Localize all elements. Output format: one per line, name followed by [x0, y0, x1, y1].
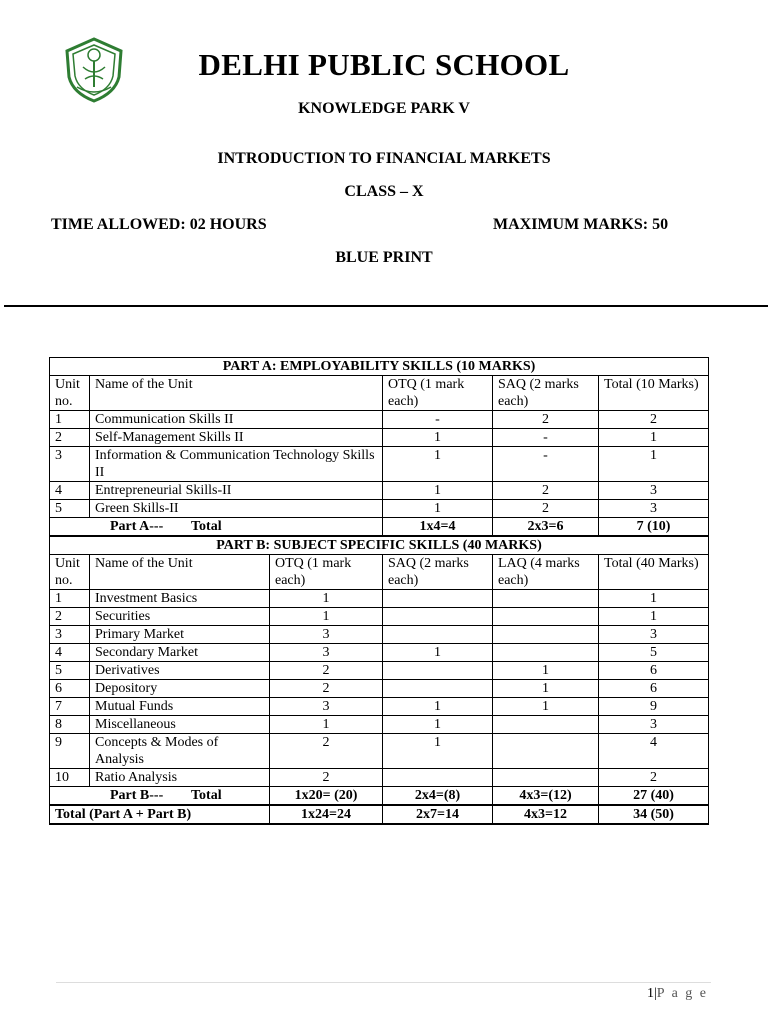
unit-number: 2 — [50, 429, 90, 447]
otq-value: 2 — [270, 769, 383, 787]
total-value: 3 — [599, 500, 709, 518]
laq-value — [493, 608, 599, 626]
col-header-otq: OTQ (1 mark each) — [383, 376, 493, 411]
part-a-heading-row — [50, 358, 709, 376]
school-name: DELHI PUBLIC SCHOOL — [198, 47, 570, 82]
maximum-marks: MAXIMUM MARKS: 50 — [493, 216, 669, 233]
table-row — [50, 608, 709, 626]
total-value: 3 — [599, 482, 709, 500]
saq-value — [383, 590, 493, 608]
blueprint-table — [49, 357, 709, 825]
total-value: 2 — [599, 411, 709, 429]
col-header-otq: OTQ (1 mark each) — [270, 555, 383, 590]
unit-number: 4 — [50, 482, 90, 500]
part-a-header-row — [50, 376, 709, 411]
laq-value: 1 — [493, 662, 599, 680]
total-value: 1 — [599, 429, 709, 447]
saq-value — [383, 769, 493, 787]
unit-number: 7 — [50, 698, 90, 716]
unit-number: 10 — [50, 769, 90, 787]
unit-number: 6 — [50, 680, 90, 698]
otq-value: 1 — [270, 716, 383, 734]
table-row — [50, 429, 709, 447]
table-row — [50, 411, 709, 429]
unit-number: 5 — [50, 500, 90, 518]
total-value: 5 — [599, 644, 709, 662]
saq-value — [383, 626, 493, 644]
unit-name: Green Skills-II — [90, 500, 383, 518]
laq-value — [493, 644, 599, 662]
document-type: BLUE PRINT — [335, 249, 433, 266]
unit-name: Ratio Analysis — [90, 769, 270, 787]
branch-name: KNOWLEDGE PARK V — [298, 100, 470, 117]
table-row — [50, 500, 709, 518]
total-value: 1 — [599, 590, 709, 608]
unit-name: Secondary Market — [90, 644, 270, 662]
unit-number: 1 — [50, 590, 90, 608]
saq-value — [383, 662, 493, 680]
total-value: 1 — [599, 608, 709, 626]
unit-name: Primary Market — [90, 626, 270, 644]
otq-value: - — [383, 411, 493, 429]
unit-name: Investment Basics — [90, 590, 270, 608]
laq-value — [493, 716, 599, 734]
page-number: 1 — [646, 986, 654, 1001]
page-word: P a g e — [656, 986, 708, 1001]
table-row — [50, 590, 709, 608]
saq-value: 2 — [493, 411, 599, 429]
unit-name: Miscellaneous — [90, 716, 270, 734]
part-b-total-row — [50, 787, 709, 806]
grand-total-saq: 2x7=14 — [383, 805, 493, 824]
laq-value — [493, 590, 599, 608]
table-row — [50, 716, 709, 734]
unit-number: 9 — [50, 734, 90, 769]
saq-value: 1 — [383, 644, 493, 662]
saq-value — [383, 608, 493, 626]
part-a-total-total: 7 (10) — [599, 518, 709, 537]
otq-value: 2 — [270, 680, 383, 698]
footer-divider — [56, 982, 711, 983]
saq-value: 1 — [383, 734, 493, 769]
part-a-total-otq: 1x4=4 — [383, 518, 493, 537]
unit-name: Concepts & Modes of Analysis — [90, 734, 270, 769]
laq-value: 1 — [493, 680, 599, 698]
table-row — [50, 698, 709, 716]
saq-value: 2 — [493, 482, 599, 500]
unit-number: 1 — [50, 411, 90, 429]
table-row — [50, 482, 709, 500]
table-row — [50, 734, 709, 769]
table-row — [50, 680, 709, 698]
table-row — [50, 644, 709, 662]
part-b-total-otq: 1x20= (20) — [270, 787, 383, 806]
total-value: 1 — [599, 447, 709, 482]
saq-value: 2 — [493, 500, 599, 518]
unit-number: 3 — [50, 626, 90, 644]
otq-value: 2 — [270, 734, 383, 769]
unit-number: 5 — [50, 662, 90, 680]
otq-value: 1 — [383, 500, 493, 518]
total-value: 3 — [599, 716, 709, 734]
part-b-heading: PART B: SUBJECT SPECIFIC SKILLS (40 MARKS) — [50, 536, 709, 555]
laq-value: 1 — [493, 698, 599, 716]
unit-number: 2 — [50, 608, 90, 626]
otq-value: 1 — [383, 429, 493, 447]
grand-total-otq: 1x24=24 — [270, 805, 383, 824]
table-row — [50, 626, 709, 644]
unit-name: Derivatives — [90, 662, 270, 680]
otq-value: 3 — [270, 644, 383, 662]
grand-total-label: Total (Part A + Part B) — [50, 805, 270, 824]
part-a-total-label: Part A--- Total — [50, 518, 383, 537]
part-b-header-row — [50, 555, 709, 590]
col-header-laq: LAQ (4 marks each) — [493, 555, 599, 590]
col-header-total: Total (40 Marks) — [599, 555, 709, 590]
otq-value: 3 — [270, 626, 383, 644]
col-header-unit: Unit no. — [50, 376, 90, 411]
part-b-total-label: Part B--- Total — [50, 787, 270, 806]
saq-value — [383, 680, 493, 698]
saq-value: 1 — [383, 716, 493, 734]
unit-number: 4 — [50, 644, 90, 662]
col-header-saq: SAQ (2 marks each) — [383, 555, 493, 590]
subject-title: INTRODUCTION TO FINANCIAL MARKETS — [217, 150, 551, 167]
col-header-saq: SAQ (2 marks each) — [493, 376, 599, 411]
unit-number: 8 — [50, 716, 90, 734]
laq-value — [493, 626, 599, 644]
header-divider — [4, 305, 768, 307]
page-separator: | — [653, 986, 657, 1001]
otq-value: 3 — [270, 698, 383, 716]
unit-name: Self-Management Skills II — [90, 429, 383, 447]
otq-value: 2 — [270, 662, 383, 680]
saq-value: 1 — [383, 698, 493, 716]
class-label: CLASS – X — [344, 183, 424, 200]
total-value: 6 — [599, 680, 709, 698]
part-a-heading: PART A: EMPLOYABILITY SKILLS (10 MARKS) — [50, 358, 709, 376]
grand-total-laq: 4x3=12 — [493, 805, 599, 824]
unit-name: Depository — [90, 680, 270, 698]
unit-name: Information & Communication Technology Skills II — [90, 447, 383, 482]
laq-value — [493, 734, 599, 769]
part-b-total-total: 27 (40) — [599, 787, 709, 806]
part-a-total-row — [50, 518, 709, 537]
part-b-total-saq: 2x4=(8) — [383, 787, 493, 806]
total-value: 2 — [599, 769, 709, 787]
table-row — [50, 662, 709, 680]
part-b-total-laq: 4x3=(12) — [493, 787, 599, 806]
saq-value: - — [493, 447, 599, 482]
col-header-unit: Unit no. — [50, 555, 90, 590]
unit-number: 3 — [50, 447, 90, 482]
table-row — [50, 447, 709, 482]
saq-value: - — [493, 429, 599, 447]
table-row — [50, 769, 709, 787]
total-value: 4 — [599, 734, 709, 769]
otq-value: 1 — [270, 590, 383, 608]
unit-name: Communication Skills II — [90, 411, 383, 429]
col-header-total: Total (10 Marks) — [599, 376, 709, 411]
part-a-total-saq: 2x3=6 — [493, 518, 599, 537]
part-b-heading-row — [50, 536, 709, 555]
unit-name: Entrepreneurial Skills-II — [90, 482, 383, 500]
total-value: 3 — [599, 626, 709, 644]
unit-name: Securities — [90, 608, 270, 626]
page-footer — [647, 986, 708, 1002]
otq-value: 1 — [270, 608, 383, 626]
grand-total-row — [50, 805, 709, 824]
otq-value: 1 — [383, 447, 493, 482]
time-allowed: TIME ALLOWED: 02 HOURS — [51, 216, 267, 233]
total-value: 6 — [599, 662, 709, 680]
col-header-name: Name of the Unit — [90, 555, 270, 590]
col-header-name: Name of the Unit — [90, 376, 383, 411]
laq-value — [493, 769, 599, 787]
total-value: 9 — [599, 698, 709, 716]
otq-value: 1 — [383, 482, 493, 500]
unit-name: Mutual Funds — [90, 698, 270, 716]
grand-total-total: 34 (50) — [599, 805, 709, 824]
